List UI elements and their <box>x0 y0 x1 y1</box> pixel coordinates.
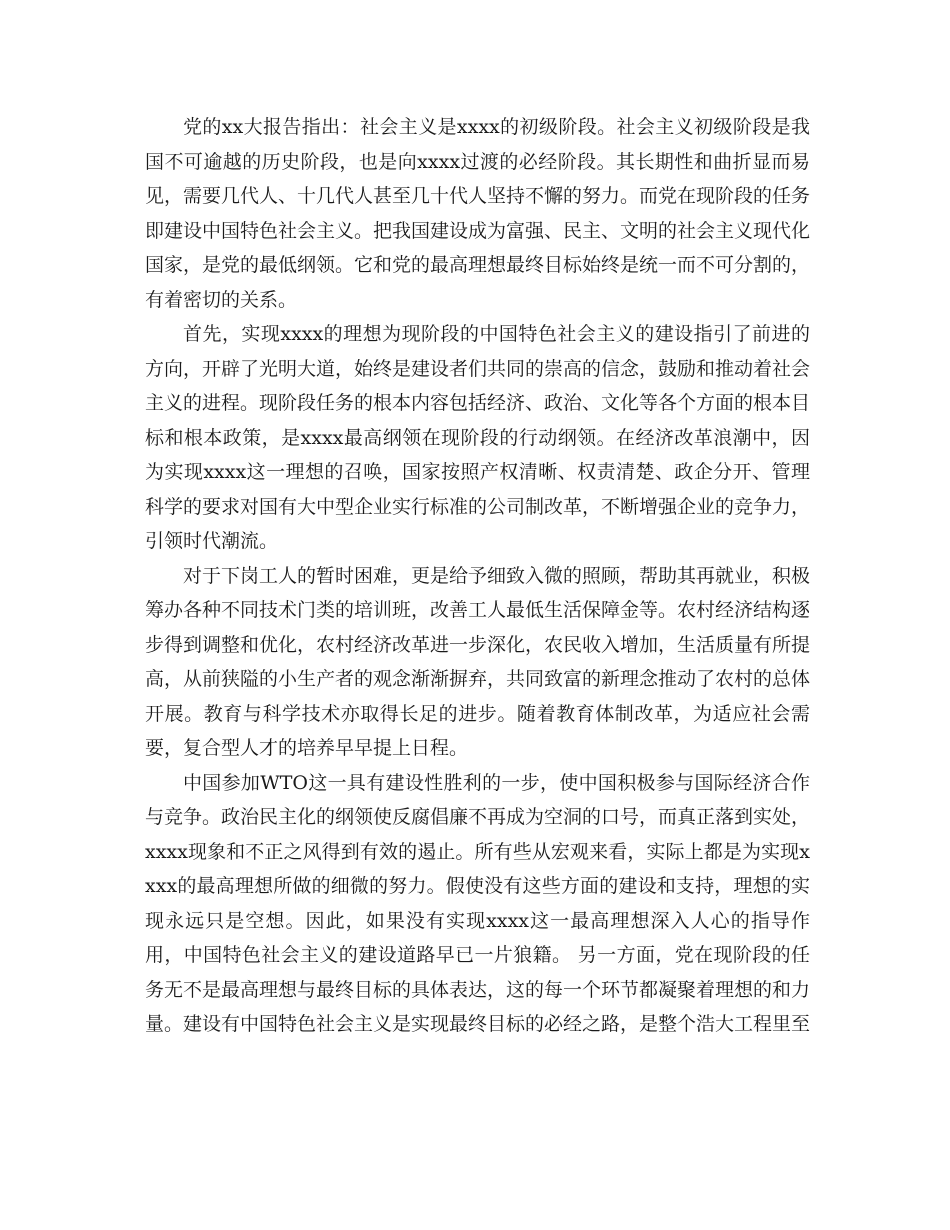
paragraph-3: 对于下岗工人的暂时困难，更是给予细致入微的照顾，帮助其再就业，积极筹办各种不同技术门类的培训班，改善工人最低生活保障金等。农村经济结构逐步得到调整和优化，农村经济改革进一步深化，农民收入增加，生活质量有所提高，从前狭隘的小生产者的观念渐渐摒弃，共同致富的新理念推动了农村的总体开展。教育与科学技术亦取得长足的进步。随着教育体制改革，为适应社会需要，复合型人才的培养早早提上日程。 <box>145 564 811 759</box>
paragraph-2: 首先，实现xxxx的理想为现阶段的中国特色社会主义的建设指引了前进的方向，开辟了光明大道，始终是建设者们共同的崇高的信念，鼓励和推动着社会主义的进程。现阶段任务的根本内容包括经济、政治、文化等各个方面的根本目标和根本政策，是xxxx最高纲领在现阶段的行动纲领。在经济改革浪潮中，因为实现xxxx这一理想的召唤，国家按照产权清晰、权责清楚、政企分开、管理科学的要求对国有大中型企业实行标准的公司制改革，不断增强企业的竞争力，引领时代潮流。 <box>145 323 811 552</box>
paragraph-1: 党的xx大报告指出：社会主义是xxxx的初级阶段。社会主义初级阶段是我国不可逾越的历史阶段，也是向xxxx过渡的必经阶段。其长期性和曲折显而易见，需要几代人、十几代人甚至几十代人坚持不懈的努力。而党在现阶段的任务即建设中国特色社会主义。把我国建设成为富强、民主、文明的社会主义现代化国家，是党的最低纲领。它和党的最高理想最终目标始终是统一而不可分割的，有着密切的关系。 <box>145 116 811 311</box>
paragraph-4: 中国参加WTO这一具有建设性胜利的一步，使中国积极参与国际经济合作与竞争。政治民主化的纲领使反腐倡廉不再成为空洞的口号，而真正落到实处，xxxx现象和不正之风得到有效的遏止。所有些从宏观来看，实际上都是为实现xxxx的最高理想所做的细微的努力。假使没有这些方面的建设和支持，理想的实现永远只是空想。因此，如果没有实现xxxx这一最高理想深入人心的指导作用，中国特色社会主义的建设道路早已一片狼籍。 另一方面，党在现阶段的任务无不是最高理想与最终目标的具体表达，这的每一个环节都凝聚着理想的和力量。建设有中国特色社会主义是实现最终目标的必经之路，是整个浩大工程里至 <box>145 771 811 1035</box>
document-body <box>145 110 810 1042</box>
